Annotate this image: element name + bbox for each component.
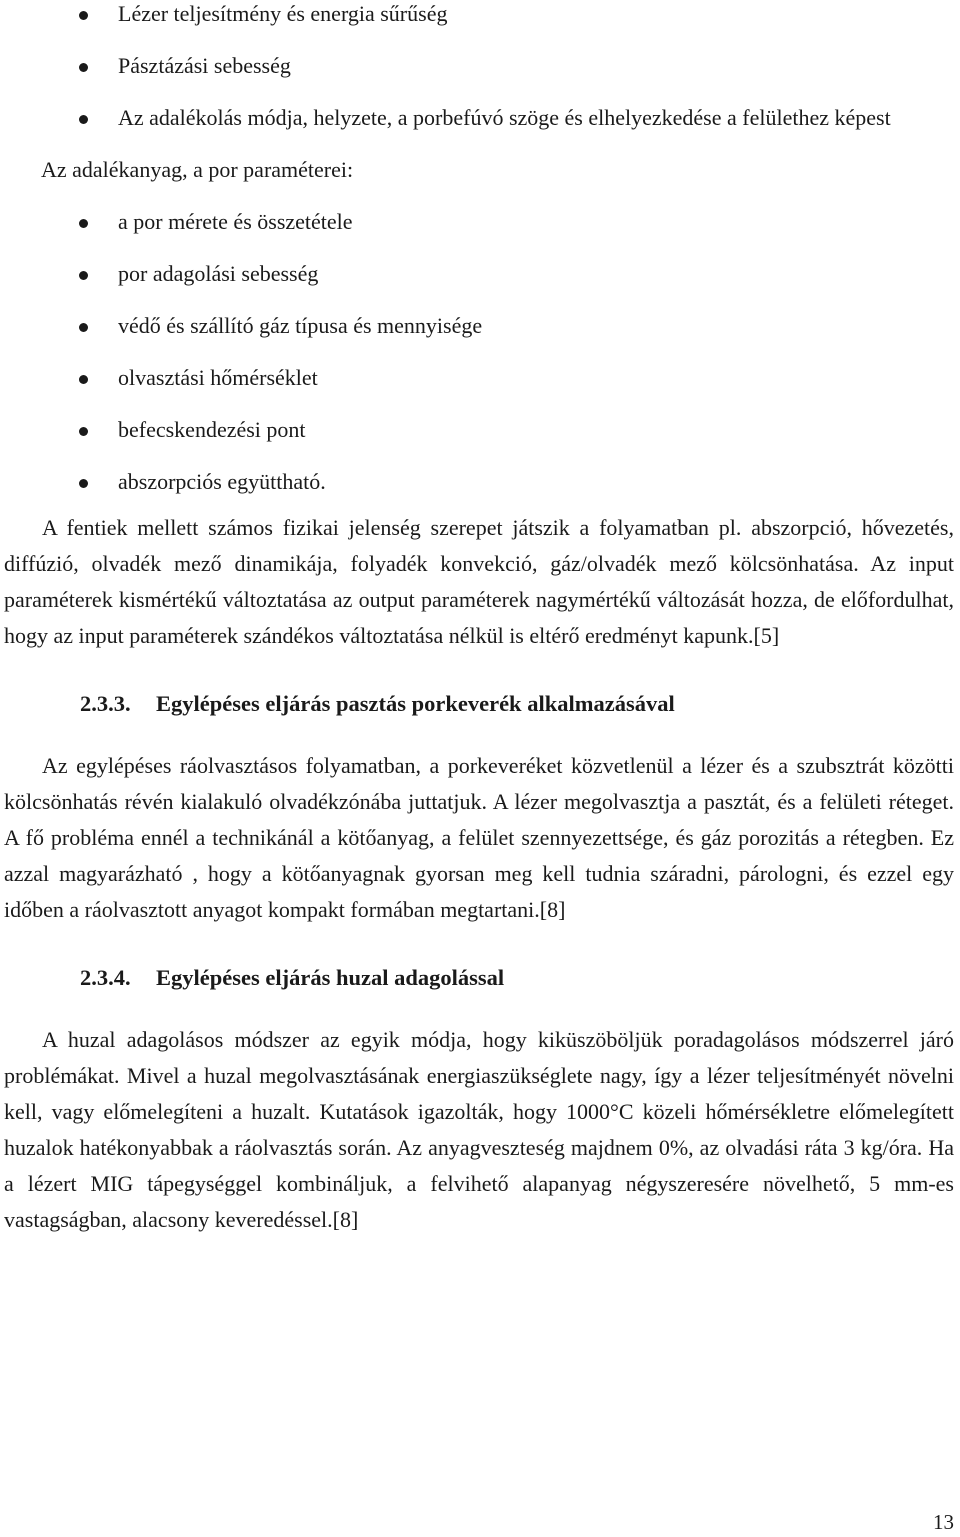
paragraph-wire-feed: A huzal adagolásos módszer az egyik módja, hogy kiküszöböljük poradagolásos módszerrel járó problémákat. Mivel a huzal megolvasztásának energiaszükséglete nagy, így a lézer teljesítményét növelni kell, vagy előmelegíteni a huzalt. Kutatások igazolták, hogy 1000°C közeli hőmérsékletre előmelegített huzalok hatékonyabbak a ráolvasztás során. Az anyagveszteség majdnem 0%, az olvadási ráta 3 kg/óra. Ha a lézert MIG tápegységgel kombináljuk, a felvihető alapanyag négyszeresére növelhető, 5 mm-es vastagságban, alacsony keveredéssel.[8] <box>4 1027 954 1232</box>
page-number: 13 <box>933 1510 954 1534</box>
bullet-icon <box>79 115 88 124</box>
list-item <box>0 100 960 136</box>
list-item <box>0 204 960 240</box>
list-item <box>0 256 960 292</box>
section-number: 2.3.4. <box>80 965 131 990</box>
list-item-text: Lézer teljesítmény és energia sűrűség <box>118 1 448 26</box>
list-item-text: Pásztázási sebesség <box>118 53 291 78</box>
list-item-text: olvasztási hőmérséklet <box>118 365 318 390</box>
list-item <box>0 48 960 84</box>
section-title-text: Egylépéses eljárás pasztás porkeverék alkalmazásával <box>156 691 675 716</box>
powder-parameters-heading: Az adalékanyag, a por paraméterei: <box>41 157 354 182</box>
bullet-icon <box>79 219 88 228</box>
list-item-text: por adagolási sebesség <box>118 261 319 286</box>
list-item-text: abszorpciós együttható. <box>118 469 326 494</box>
list-item <box>0 360 960 396</box>
bullet-icon <box>79 323 88 332</box>
bullet-icon <box>79 479 88 488</box>
paragraph-phenomena: A fentiek mellett számos fizikai jelenség szerepet játszik a folyamatban pl. abszorpció, hővezetés, diffúzió, olvadék mező dinamikája, folyadék konvekció, gáz/olvadék mező kölcsönhatása. Az input paraméterek kismértékű változtatása az output paraméterek nagymértékű változását hozza, de előfordulhat, hogy az input paraméterek szándékos változtatása nélkül is eltérő eredményt kapunk.[5] <box>4 515 954 648</box>
top-bullet-list <box>0 0 960 136</box>
bullet-icon <box>79 271 88 280</box>
section-number: 2.3.3. <box>80 691 131 716</box>
section-heading-2-3-4 <box>0 960 960 996</box>
list-item-text: védő és szállító gáz típusa és mennyisége <box>118 313 483 338</box>
list-item <box>0 0 960 32</box>
list-item <box>0 464 960 500</box>
bullet-icon <box>79 11 88 20</box>
list-item-text: befecskendezési pont <box>118 417 306 442</box>
list-item <box>0 412 960 448</box>
list-item-text: a por mérete és összetétele <box>118 209 353 234</box>
powder-bullet-list <box>0 204 960 500</box>
bullet-icon <box>79 63 88 72</box>
bullet-icon <box>79 427 88 436</box>
list-item <box>0 308 960 344</box>
list-item-text: Az adalékolás módja, helyzete, a porbefúvó szöge és elhelyezkedése a felülethez képest <box>118 105 891 130</box>
bullet-icon <box>79 375 88 384</box>
section-heading-2-3-3 <box>0 686 960 722</box>
paragraph-paste-method: Az egylépéses ráolvasztásos folyamatban, a porkeveréket közvetlenül a lézer és a szubsztrát közötti kölcsönhatás révén kialakuló olvadékzónába juttatjuk. A lézer megolvasztja a pasztát, és a felületi réteget. A fő probléma ennél a technikánál a kötőanyag, a felület szennyezettsége, és gáz porozitás a rétegben. Ez azzal magyarázható , hogy a kötőanyagnak gyorsan meg kell tudnia száradni, párologni, és ezzel egy időben a ráolvasztott anyagot kompakt formában megtartani.[8] <box>4 753 954 922</box>
section-title-text: Egylépéses eljárás huzal adagolással <box>156 965 505 990</box>
